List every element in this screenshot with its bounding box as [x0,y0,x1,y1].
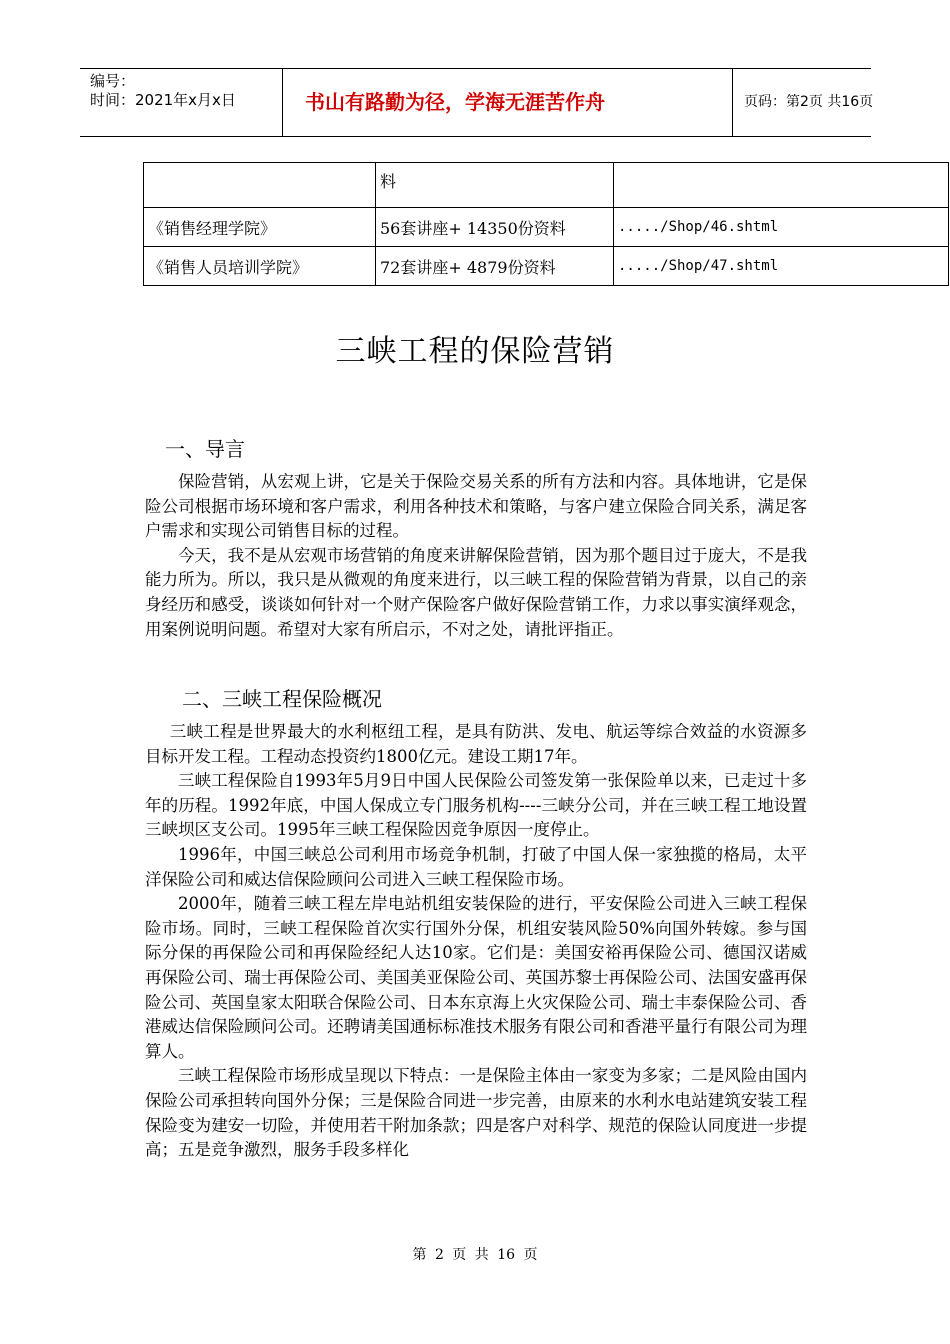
table-row [144,208,949,247]
table-cell-desc: 料 [376,163,614,208]
document-title: 三峡工程的保险营销 [335,334,615,369]
date-label: 时间：2021年x月x日 [90,91,236,109]
paragraph: 1996年，中国三峡总公司利用市场竞争机制，打破了中国人保一家独揽的格局，太平洋保险公司和威达信保险顾问公司进入三峡工程保险市场。 [145,844,807,889]
table-cell-desc: 56套讲座+ 14350份资料 [376,208,614,247]
header-page-info: 页码：第2页 共16页 [744,94,874,110]
paragraph: 三峡工程是世界最大的水利枢纽工程，是具有防洪、发电、航运等综合效益的水资源多目标开发工程。工程动态投资约1800亿元。建设工期17年。 [145,722,807,766]
number-label: 编号： [90,72,136,90]
header-motto: 书山有路勤为径，学海无涯苦作舟 [282,69,733,136]
table-cell-link[interactable]: ...../Shop/47.shtml [614,247,949,286]
table-cell-name: 《销售经理学院》 [144,208,376,247]
section1-heading: 一、导言 [165,437,245,461]
paragraph: 三峡工程保险自1993年5月9日中国人民保险公司签发第一张保险单以来，已走过十多年的历程。1992年底，中国人保成立专门服务机构----三峡分公司，并在三峡工程工地设置三峡坝区支公司。1995年三峡工程保险因竞争原因一度停止。 [145,771,807,840]
table-cell-name [144,163,376,208]
resource-table [143,162,949,286]
table-cell-name: 《销售人员培训学院》 [144,247,376,286]
paragraph: 三峡工程保险市场形成呈现以下特点：一是保险主体由一家变为多家；二是风险由国内保险公司承担转向国外分保；三是保险合同进一步完善，由原来的水利水电站建筑安装工程保险变为建安一切险，并使用若干附加条款；四是客户对科学、规范的保险认同度进一步提高；五是竞争激烈，服务手段多样化 [145,1066,807,1160]
section2-body [145,720,807,1163]
page-footer: 第 2 页 共 16 页 [412,1247,538,1263]
table-cell-link[interactable]: ...../Shop/46.shtml [614,208,949,247]
paragraph: 今天，我不是从宏观市场营销的角度来讲解保险营销，因为那个题目过于庞大，不是我能力所为。所以，我只是从微观的角度来进行，以三峡工程的保险营销为背景，以自己的亲身经历和感受，谈谈如何针对一个财产保险客户做好保险营销工作，力求以事实演绎观念，用案例说明问题。希望对大家有所启示，不对之处，请批评指正。 [145,545,807,639]
table-cell-desc: 72套讲座+ 4879份资料 [376,247,614,286]
section2-heading: 二、三峡工程保险概况 [182,687,382,711]
section1-body [145,470,807,642]
page-header [80,68,874,137]
paragraph: 保险营销，从宏观上讲，它是关于保险交易关系的所有方法和内容。具体地讲，它是保险公司根据市场环境和客户需求，利用各种技术和策略，与客户建立保险合同关系，满足客户需求和实现公司销售目标的过程。 [145,472,807,541]
table-row [144,163,949,208]
table-cell-link[interactable] [614,163,949,208]
paragraph: 2000年，随着三峡工程左岸电站机组安装保险的进行，平安保险公司进入三峡工程保险市场。同时，三峡工程保险首次实行国外分保，机组安装风险50%向国外转嫁。参与国际分保的再保险公司和再保险经纪人达10家。它们是：美国安裕再保险公司、德国汉诺威再保险公司、瑞士再保险公司、美国美亚保险公司、英国苏黎士再保险公司、法国安盛再保险公司、英国皇家太阳联合保险公司、日本东京海上火灾保险公司、瑞士丰泰保险公司、香港威达信保险顾问公司。还聘请美国通标标准技术服务有限公司和香港平量行有限公司为理算人。 [145,894,807,1061]
header-meta [80,69,281,136]
table-row [144,247,949,286]
